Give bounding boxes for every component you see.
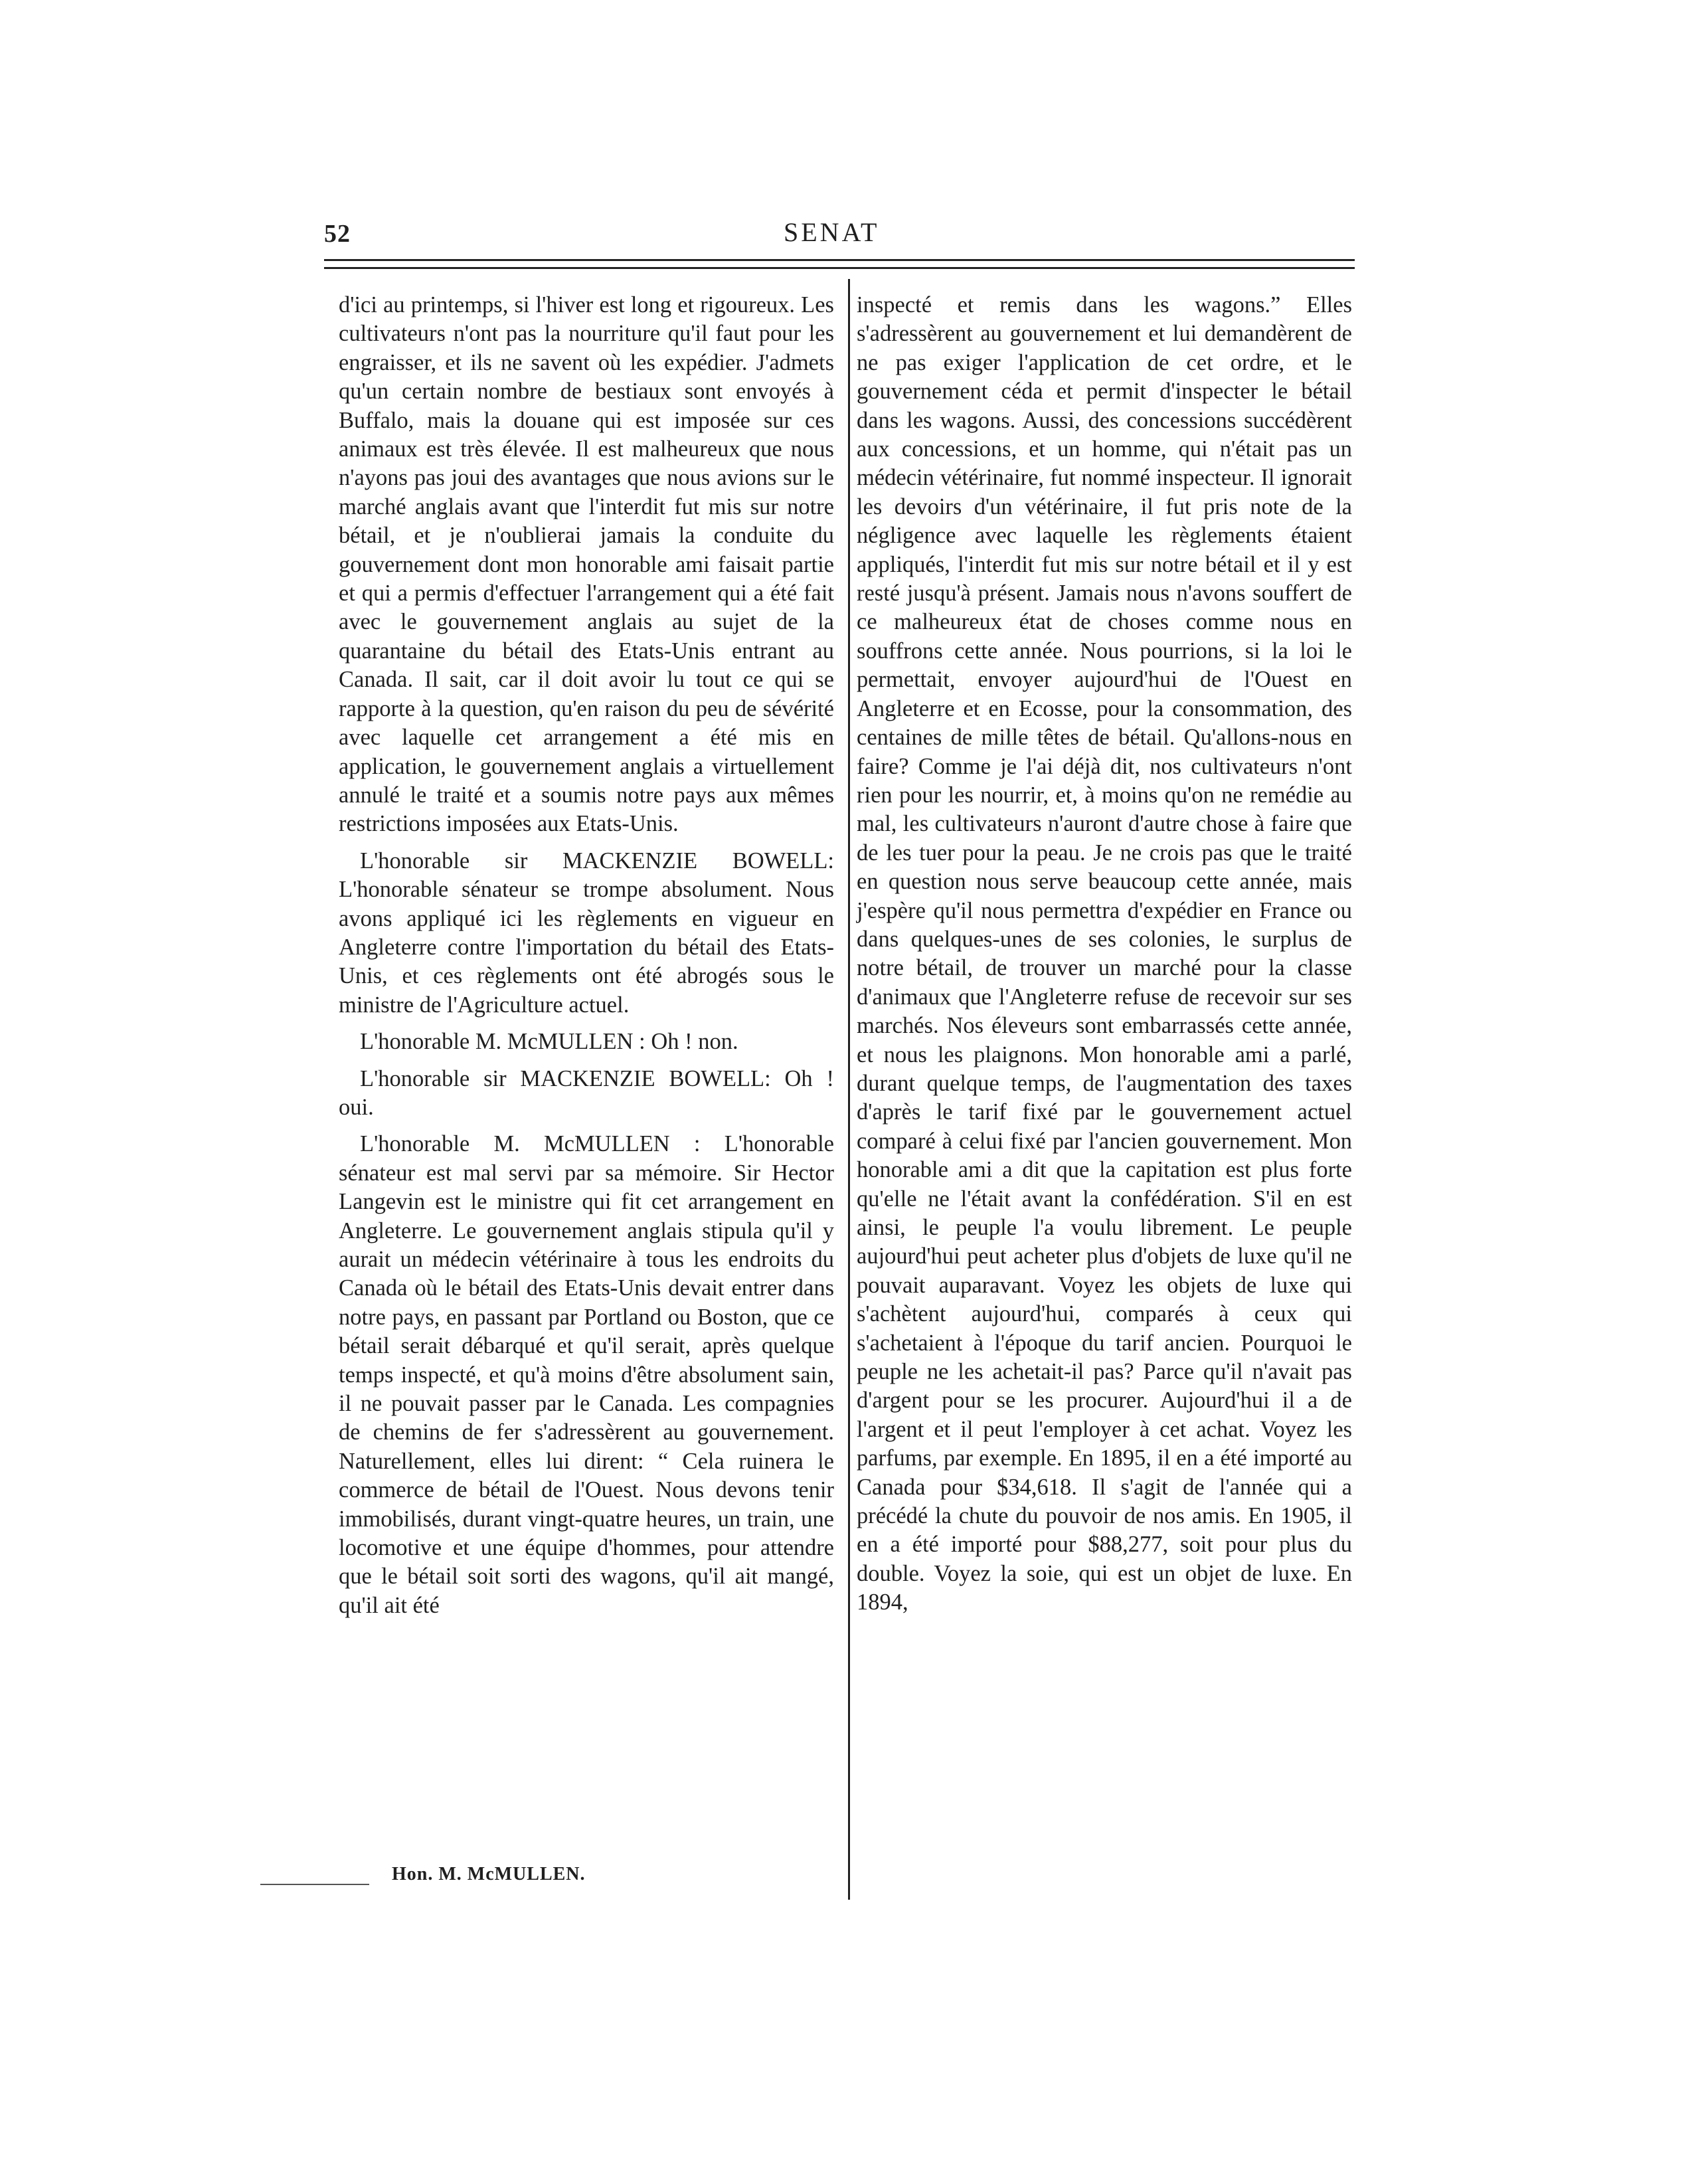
left-column xyxy=(339,291,834,1628)
paragraph: L'honorable sir MACKENZIE BOWELL: L'honorable sénateur se trompe absolument. Nous avons appliqué ici les règlements en vigueur en Angleterre contre l'importation du bétail des Etats-Unis, et ces règlements ont été abrogés sous le ministre de l'Agriculture actuel. xyxy=(339,848,834,1018)
paragraph: L'honorable sir MACKENZIE BOWELL: Oh ! oui. xyxy=(339,1065,834,1120)
footer-speaker: Hon. M. McMULLEN. xyxy=(392,1864,586,1884)
running-head: SENAT xyxy=(784,217,880,247)
paragraph: inspecté et remis dans les wagons.” Elles s'adressèrent au gouvernement et lui demandèrent de ne pas exiger l'application de cet ordre, et le gouvernement céda et permit d'inspecter le bétail dans les wagons. Aussi, des concessions succédèrent aux concessions, et un homme, qui n'était pas un médecin vétérinaire, fut nommé inspecteur. Il ignorait les devoirs d'un vétérinaire, il fut pris note de la négligence avec laquelle les règlements étaient appliqués, l'interdit fut mis sur notre bétail et il y est resté jusqu'à présent. Jamais nous n'avons souffert de ce malheureux état de choses comme nous en souffrons cette année. Nous pourrions, si la loi le permettait, envoyer aujourd'hui de l'Ouest en Angleterre et en Ecosse, pour la consommation, des centaines de mille têtes de bétail. Qu'allons-nous en faire? Comme je l'ai déjà dit, nos cultivateurs n'ont rien pour les nourrir, et, à moins qu'on ne remédie au mal, les cultivateurs n'auront d'autre chose à faire que de les tuer pour la peau. Je ne crois pas que le traité en question nous serve beaucoup cette année, mais j'espère qu'il nous permettra d'expédier en France ou dans quelques-unes de ses colonies, le surplus de notre bétail, de trouver un marché pour la classe d'animaux que l'Angleterre refuse de recevoir sur ses marchés. Nos éleveurs sont embarrassés cette année, et nous les plaignons. Mon honorable ami a parlé, durant quelque temps, de l'augmentation des taxes d'après le tarif fixé par le gouvernement actuel comparé à celui fixé par l'ancien gouvernement. Mon honorable ami a dit que la capitation est plus forte qu'elle ne l'était avant la confédération. S'il en est ainsi, le peuple l'a voulu librement. Le peuple aujourd'hui peut acheter plus d'objets de luxe qu'il ne pouvait auparavant. Voyez les objets de luxe qui s'achètent aujourd'hui, comparés à ceux qui s'achetaient à l'époque du tarif ancien. Pourquoi le peuple ne les achetait-il pas? Parce qu'il n'avait pas d'argent pour se les procurer. Aujourd'hui il a de l'argent et il peut l'employer à cet achat. Voyez les parfums, par exemple. En 1895, il en a été importé au Canada pour $34,618. Il s'agit de l'année qui a précédé la chute du pouvoir de nos amis. En 1905, il en a été importé pour $88,277, soit pour plus du double. Voyez la soie, qui est un objet de luxe. En 1894, xyxy=(857,292,1352,1615)
page-number: 52 xyxy=(324,220,351,248)
paragraph: L'honorable M. McMULLEN : L'honorable sénateur est mal servi par sa mémoire. Sir Hector Langevin est le ministre qui fit cet arrangement en Angleterre. Le gouvernement anglais stipula qu'il y aurait un médecin vétérinaire à tous les endroits du Canada où le bétail des Etats-Unis devait entrer dans notre pays, en passant par Portland ou Boston, que ce bétail serait débarqué et qu'il serait, après quelque temps inspecté, et qu'à moins d'être absolument sain, il ne pouvait passer par le Canada. Les compagnies de chemins de fer s'adressèrent au gouvernement. Naturellement, elles lui dirent: “ Cela ruinera le commerce de bétail de l'Ouest. Nous devons tenir immobilisés, durant vingt-quatre heures, un train, une locomotive et une équipe d'hommes, pour attendre que le bétail soit sorti des wagons, qu'il ait mangé, qu'il ait été xyxy=(339,1131,834,1618)
header-rule-bottom xyxy=(324,267,1355,269)
header-rule-top xyxy=(324,259,1355,261)
column-divider xyxy=(848,279,850,1900)
right-column xyxy=(857,291,1352,1625)
paragraph: d'ici au printemps, si l'hiver est long et rigoureux. Les cultivateurs n'ont pas la nourriture qu'il faut pour les engraisser, et ils ne savent où les expédier. J'admets qu'un certain nombre de bestiaux sont envoyés à Buffalo, mais la douane qui est imposée sur ces animaux est très élevée. Il est malheureux que nous n'ayons pas joui des avantages que nous avions sur le marché anglais avant que l'interdit fut mis sur notre bétail, et je n'oublierai jamais la conduite du gouvernement dont mon honorable ami faisait partie et qui a permis d'effectuer l'arrangement qui a été fait avec le gouvernement anglais au sujet de la quarantaine du bétail des Etats-Unis entrant au Canada. Il sait, car il doit avoir lu tout ce qui se rapporte à la question, qu'en raison du peu de sévérité avec laquelle cet arrangement a été mis en application, le gouvernement anglais a virtuellement annulé le traité et a soumis notre pays aux mêmes restrictions imposées aux Etats-Unis. xyxy=(339,292,834,837)
footer-rule xyxy=(260,1884,369,1885)
paragraph: L'honorable M. McMULLEN : Oh ! non. xyxy=(360,1029,738,1055)
